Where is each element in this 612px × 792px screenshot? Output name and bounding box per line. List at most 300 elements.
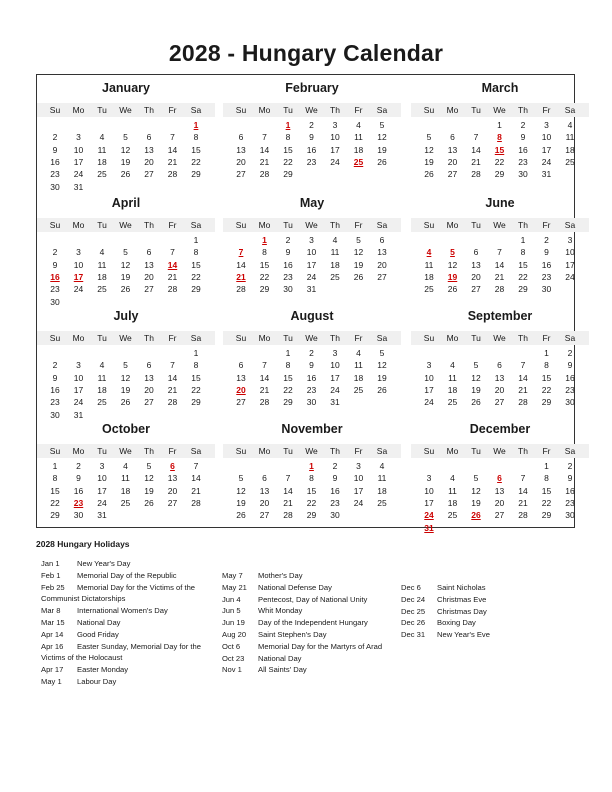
day: 28: [494, 284, 505, 295]
day: 1: [285, 348, 291, 358]
day: 7: [193, 461, 199, 471]
day: 18: [353, 372, 364, 383]
day: 27: [471, 284, 481, 295]
day: 12: [353, 247, 364, 258]
day: 1: [544, 461, 549, 471]
day: 13: [494, 485, 505, 496]
day: 17: [73, 156, 84, 167]
day: 28: [471, 169, 481, 180]
day: 20: [236, 156, 246, 167]
day: 3: [99, 461, 105, 471]
day: 21: [191, 485, 201, 496]
day: 15: [541, 485, 552, 496]
holiday-name: Whit Monday: [258, 606, 303, 616]
day: 8: [309, 473, 314, 484]
day: 29: [50, 510, 60, 521]
weekday-label: Su: [49, 105, 61, 115]
day: 23: [306, 384, 317, 395]
weekday-label: We: [119, 333, 132, 343]
weekday-label: Sa: [190, 446, 202, 456]
day: 9: [332, 473, 338, 484]
day: 11: [330, 247, 340, 258]
weekday-label: Tu: [97, 105, 107, 115]
day: 5: [379, 120, 385, 130]
day: 21: [259, 384, 270, 395]
day: 29: [541, 397, 552, 408]
day: 6: [379, 235, 385, 245]
day: 13: [236, 372, 246, 383]
weekday-label: Mo: [446, 220, 459, 230]
day: 2: [52, 247, 58, 258]
weekday-label: Sa: [376, 333, 388, 343]
day: 31: [541, 169, 552, 180]
day: 23: [50, 169, 60, 180]
weekday-label: Fr: [542, 333, 551, 343]
day: 3: [426, 360, 432, 371]
day: 31: [306, 284, 317, 295]
page-title: 2028 - Hungary Calendar: [168, 40, 444, 66]
weekday-label: Mo: [258, 333, 271, 343]
day: 11: [424, 259, 434, 270]
holiday-date: Feb 25: [41, 582, 65, 592]
holidays-title: 2028 Hungary Holidays: [36, 539, 130, 549]
weekday-label: Su: [423, 220, 435, 230]
weekday-label: Th: [330, 446, 340, 456]
day: 13: [259, 485, 270, 496]
day: 5: [473, 473, 479, 484]
day: 26: [120, 169, 131, 180]
day: 14: [494, 259, 505, 270]
day: 19: [236, 497, 246, 508]
holiday-day: 1: [285, 120, 291, 130]
month-name: January: [102, 81, 150, 95]
day: 29: [283, 169, 293, 180]
day: 29: [494, 169, 505, 180]
day: 4: [450, 473, 455, 484]
day: 24: [330, 156, 340, 167]
calendar-grid: [36, 74, 576, 533]
day: 11: [354, 132, 363, 143]
day: 19: [471, 497, 481, 508]
weekday-label: Mo: [72, 105, 85, 115]
day: 15: [283, 144, 293, 155]
day: 13: [144, 372, 154, 383]
day: 17: [565, 259, 575, 270]
day: 9: [52, 372, 58, 383]
day: 14: [518, 372, 528, 383]
weekday-label: Fr: [542, 105, 551, 115]
day: 21: [494, 271, 505, 282]
weekday-label: Mo: [446, 446, 459, 456]
day: 20: [144, 384, 154, 395]
weekday-label: Fr: [542, 446, 551, 456]
day: 10: [541, 132, 552, 143]
day: 25: [377, 497, 387, 508]
day: 3: [76, 247, 81, 258]
day: 16: [565, 372, 575, 383]
day: 24: [565, 271, 575, 282]
day: 19: [377, 144, 387, 155]
weekday-label: Su: [49, 446, 61, 456]
holiday-day: 6: [497, 473, 502, 484]
day: 1: [544, 348, 549, 358]
day: 10: [73, 144, 84, 155]
day: 16: [283, 259, 293, 270]
day: 13: [167, 473, 178, 484]
day: 30: [283, 284, 293, 295]
day: 9: [76, 473, 81, 484]
day: 26: [377, 156, 387, 167]
day: 30: [73, 510, 84, 521]
weekday-label: Tu: [97, 220, 107, 230]
day: 14: [236, 259, 246, 270]
weekday-label: Mo: [446, 333, 459, 343]
day: 27: [494, 510, 505, 521]
day: 4: [332, 235, 338, 245]
holiday-name: Saint Stephen's Day: [258, 629, 327, 639]
day: 25: [97, 397, 107, 408]
weekday-label: We: [119, 446, 132, 456]
day: 29: [191, 284, 201, 295]
day: 3: [76, 132, 81, 143]
day: 2: [567, 461, 573, 471]
day: 26: [353, 271, 364, 282]
holiday-name: Memorial Day of the Republic: [77, 570, 177, 580]
day: 24: [97, 497, 107, 508]
day: 9: [52, 259, 58, 270]
day: 13: [144, 144, 154, 155]
month-name: September: [467, 309, 533, 323]
day: 17: [353, 485, 364, 496]
day: 18: [565, 144, 575, 155]
day: 24: [73, 169, 84, 180]
holiday-date: Jun 19: [222, 618, 245, 628]
weekday-label: Tu: [471, 333, 481, 343]
weekday-label: Su: [423, 446, 435, 456]
day: 24: [306, 271, 317, 282]
day: 31: [97, 510, 107, 521]
day: 29: [259, 284, 270, 295]
day: 4: [379, 461, 385, 471]
day: 2: [520, 120, 526, 130]
day: 30: [306, 397, 317, 408]
day: 22: [191, 384, 201, 395]
day: 26: [120, 284, 131, 295]
weekday-label: Fr: [354, 105, 363, 115]
day: 10: [424, 372, 434, 383]
day: 21: [518, 384, 528, 395]
day: 16: [306, 144, 317, 155]
day: 11: [448, 485, 457, 496]
day: 25: [97, 284, 107, 295]
day: 18: [447, 384, 458, 395]
day: 1: [193, 348, 199, 358]
day: 29: [191, 397, 201, 408]
day: 3: [332, 348, 338, 358]
day: 13: [236, 144, 246, 155]
holiday-date: Apr 17: [41, 665, 64, 675]
holiday-day: 26: [471, 510, 481, 521]
day: 10: [73, 259, 84, 270]
weekday-label: Mo: [258, 220, 271, 230]
day: 2: [567, 348, 573, 358]
weekday-label: We: [305, 105, 318, 115]
weekday-label: Th: [518, 333, 528, 343]
day: 10: [353, 473, 364, 484]
holiday-day: 6: [170, 461, 175, 471]
month-name: August: [290, 309, 334, 323]
weekday-label: Su: [49, 333, 61, 343]
weekday-label: Tu: [471, 220, 481, 230]
weekday-label: We: [119, 220, 132, 230]
day: 16: [73, 485, 84, 496]
day: 31: [73, 409, 84, 420]
day: 27: [144, 284, 154, 295]
day: 11: [377, 473, 387, 484]
holiday-name: Mother's Day: [258, 571, 303, 580]
weekday-label: Th: [518, 220, 528, 230]
day: 14: [259, 144, 270, 155]
day: 16: [518, 144, 528, 155]
day: 9: [567, 360, 573, 371]
month-name: July: [113, 309, 139, 323]
day: 28: [167, 284, 178, 295]
day: 1: [520, 235, 526, 245]
day: 25: [330, 271, 340, 282]
day: 13: [447, 144, 458, 155]
holiday-day: 1: [309, 461, 314, 471]
day: 20: [377, 259, 387, 270]
holiday-date: Dec 25: [401, 606, 426, 616]
day: 27: [236, 397, 246, 408]
holiday-name: New Year's Day: [77, 559, 131, 568]
weekday-label: Fr: [354, 333, 363, 343]
day: 16: [50, 384, 60, 395]
day: 6: [497, 360, 502, 371]
day: 22: [259, 271, 270, 282]
day: 9: [520, 132, 526, 143]
holiday-name: Memorial Day for the Victims of the: [77, 582, 196, 592]
holiday-name: Christmas Eve: [437, 594, 487, 604]
holiday-name: Good Friday: [77, 629, 119, 639]
day: 25: [424, 284, 434, 295]
day: 18: [120, 485, 131, 496]
day: 12: [471, 372, 481, 383]
holiday-name: Easter Monday: [77, 665, 129, 675]
day: 25: [565, 156, 575, 167]
day: 9: [309, 360, 314, 371]
day: 24: [541, 156, 552, 167]
holiday-name: Day of the Independent Hungary: [258, 618, 368, 628]
day: 28: [518, 397, 528, 408]
day: 18: [97, 384, 107, 395]
holiday-name: National Defense Day: [258, 582, 332, 592]
day: 26: [447, 284, 458, 295]
day: 9: [309, 132, 314, 143]
day: 16: [306, 372, 317, 383]
month-name: May: [299, 196, 325, 210]
day: 18: [424, 271, 434, 282]
day: 22: [541, 384, 552, 395]
day: 7: [520, 360, 526, 371]
day: 8: [52, 473, 58, 484]
weekday-label: Su: [49, 220, 61, 230]
day: 11: [448, 372, 457, 383]
day: 22: [50, 497, 60, 508]
day: 7: [170, 132, 175, 143]
day: 10: [97, 473, 107, 484]
day: 27: [144, 397, 154, 408]
day: 6: [238, 360, 244, 371]
day: 24: [330, 384, 340, 395]
day: 15: [191, 144, 201, 155]
day: 29: [191, 169, 201, 180]
day: 12: [120, 259, 131, 270]
holiday-name: Pentecost, Day of National Unity: [258, 594, 368, 604]
day: 5: [123, 132, 128, 143]
day: 11: [121, 473, 130, 484]
weekday-label: Sa: [190, 105, 202, 115]
day: 13: [377, 247, 387, 258]
day: 22: [283, 156, 293, 167]
month-name: November: [281, 422, 343, 436]
day: 25: [447, 510, 458, 521]
day: 8: [193, 132, 199, 143]
holiday-day: 21: [236, 271, 246, 282]
day: 12: [471, 485, 481, 496]
day: 14: [471, 144, 481, 155]
day: 5: [426, 132, 432, 143]
holiday-day: 15: [494, 144, 505, 155]
weekday-label: Mo: [72, 333, 85, 343]
day: 20: [144, 156, 154, 167]
day: 16: [565, 485, 575, 496]
day: 4: [123, 461, 128, 471]
weekday-label: Tu: [283, 105, 293, 115]
weekday-label: Fr: [168, 220, 177, 230]
day: 15: [306, 485, 317, 496]
day: 11: [565, 132, 575, 143]
day: 14: [283, 485, 293, 496]
holiday-date: Jun 5: [222, 606, 241, 616]
day: 21: [259, 156, 270, 167]
day: 8: [193, 360, 199, 371]
day: 5: [356, 235, 361, 245]
day: 30: [565, 510, 575, 521]
day: 19: [120, 271, 131, 282]
holiday-date: Dec 31: [401, 630, 426, 640]
day: 17: [73, 384, 84, 395]
day: 1: [497, 120, 502, 130]
day: 23: [565, 497, 575, 508]
day: 12: [236, 485, 246, 496]
day: 2: [76, 461, 81, 471]
day: 16: [50, 156, 60, 167]
day: 20: [447, 156, 458, 167]
day: 20: [471, 271, 481, 282]
day: 15: [541, 372, 552, 383]
day: 25: [97, 169, 107, 180]
holiday-date: Feb 1: [41, 570, 61, 580]
day: 8: [544, 473, 549, 484]
day: 22: [518, 271, 528, 282]
day: 6: [450, 132, 455, 143]
day: 21: [167, 156, 178, 167]
day: 5: [123, 247, 128, 258]
holiday-name-continued: Victims of the Holocaust: [41, 653, 123, 663]
day: 9: [544, 247, 549, 258]
day: 22: [283, 384, 293, 395]
day: 15: [518, 259, 528, 270]
day: 26: [120, 397, 131, 408]
weekday-label: Sa: [564, 220, 576, 230]
day: 30: [541, 284, 552, 295]
day: 22: [306, 497, 317, 508]
day: 4: [450, 360, 455, 371]
day: 10: [565, 247, 575, 258]
day: 3: [332, 120, 338, 130]
day: 6: [473, 247, 479, 258]
day: 5: [379, 348, 385, 358]
weekday-label: Th: [144, 333, 154, 343]
weekday-label: Sa: [376, 220, 388, 230]
day: 8: [193, 247, 199, 258]
day: 28: [191, 497, 201, 508]
day: 23: [306, 156, 317, 167]
day: 23: [283, 271, 293, 282]
holiday-day: 1: [262, 235, 267, 245]
day: 11: [97, 372, 107, 383]
holiday-day: 16: [50, 271, 60, 282]
weekday-label: Sa: [564, 105, 576, 115]
weekday-label: Sa: [564, 446, 576, 456]
day: 2: [309, 348, 314, 358]
day: 29: [541, 510, 552, 521]
holiday-date: Jan 1: [41, 559, 60, 568]
holiday-name: Labour Day: [77, 676, 117, 686]
day: 14: [259, 372, 270, 383]
day: 27: [259, 510, 270, 521]
day: 13: [471, 259, 481, 270]
weekday-label: Sa: [376, 105, 388, 115]
weekday-label: Th: [330, 333, 340, 343]
day: 31: [73, 181, 84, 192]
day: 3: [544, 120, 549, 130]
holiday-day: 8: [497, 132, 502, 143]
weekday-label: Tu: [283, 446, 293, 456]
day: 16: [330, 485, 340, 496]
holiday-name: New Year's Eve: [437, 630, 490, 640]
weekday-label: Su: [423, 333, 435, 343]
day: 2: [332, 461, 338, 471]
day: 30: [50, 409, 60, 420]
day: 21: [167, 384, 178, 395]
weekday-label: Sa: [190, 220, 202, 230]
holiday-date: May 7: [222, 571, 243, 580]
day: 8: [544, 360, 549, 371]
day: 4: [356, 348, 361, 358]
day: 17: [330, 144, 340, 155]
day: 10: [306, 247, 317, 258]
day: 29: [283, 397, 293, 408]
holiday-day: 17: [73, 271, 84, 282]
day: 11: [354, 360, 363, 371]
day: 3: [567, 235, 573, 245]
holiday-name: Saint Nicholas: [437, 583, 486, 592]
weekday-label: Th: [330, 105, 340, 115]
weekday-label: Fr: [168, 446, 177, 456]
day: 24: [353, 497, 364, 508]
